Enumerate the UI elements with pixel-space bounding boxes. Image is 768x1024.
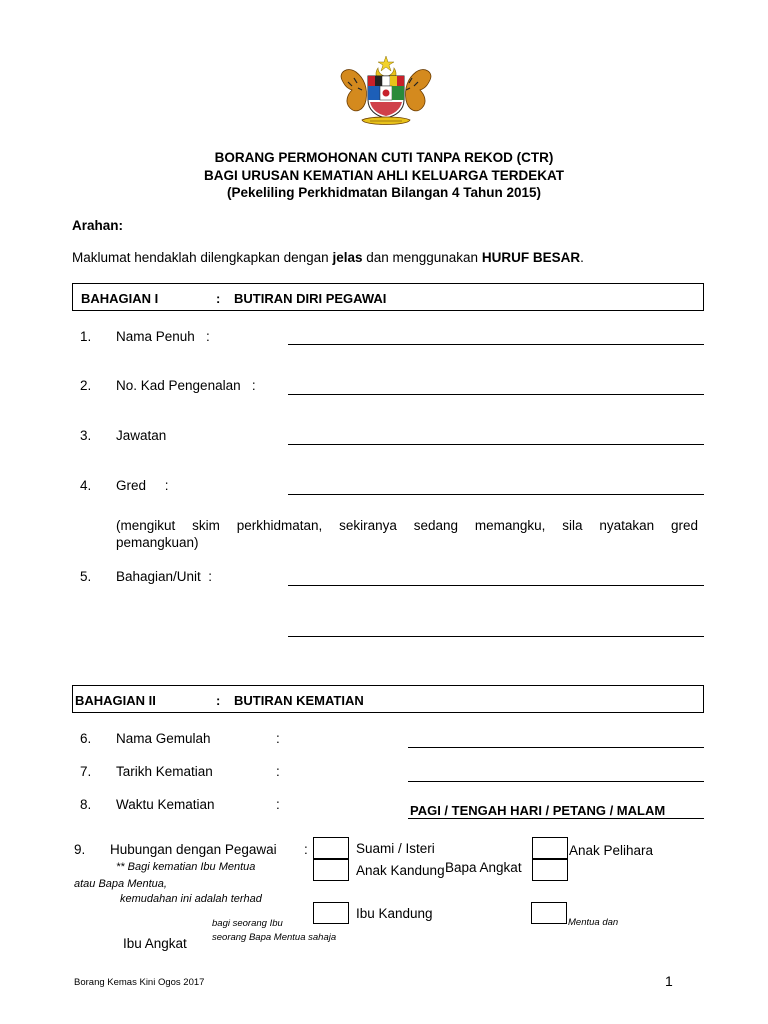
biological-mother-checkbox[interactable]	[313, 902, 349, 924]
malaysia-coat-of-arms-logo	[334, 54, 438, 130]
full-name-field[interactable]	[288, 344, 704, 345]
section-2-title: BUTIRAN KEMATIAN	[234, 693, 364, 708]
foster-child-option-label: Anak Pelihara	[569, 843, 654, 858]
instructions-heading: Arahan:	[72, 218, 124, 233]
field-6-number: 6.	[80, 731, 92, 746]
relationship-colon: :	[304, 842, 308, 857]
in-law-note-line-3: kemudahan ini adalah terhad	[120, 893, 262, 905]
section-2-header	[72, 685, 704, 713]
field-7-number: 7.	[80, 764, 92, 779]
spouse-option-label: Suami / Isteri	[356, 841, 435, 856]
grade-field[interactable]	[288, 494, 704, 495]
date-of-death-colon: :	[276, 764, 280, 779]
biological-child-option-label: Anak Kandung	[356, 863, 445, 878]
biological-mother-option-label: Ibu Kandung	[356, 906, 433, 921]
time-of-death-colon: :	[276, 797, 280, 812]
field-9-number: 9.	[74, 842, 86, 857]
grade-note-line-1: (mengikut skim perkhidmatan, sekiranya sedang memangku, sila nyatakan gred	[116, 518, 698, 533]
full-name-label: Nama Penuh :	[116, 329, 210, 344]
adoptive-mother-checkbox[interactable]	[531, 902, 567, 924]
section-2-label: BAHAGIAN II	[75, 693, 156, 708]
date-of-death-label: Tarikh Kematian	[116, 764, 213, 779]
section-2-colon: :	[216, 693, 221, 708]
ic-number-label: No. Kad Pengenalan :	[116, 378, 256, 393]
biological-child-checkbox[interactable]	[313, 859, 349, 881]
section-1-label: BAHAGIAN I	[81, 291, 159, 306]
grade-note-line-2: pemangkuan)	[116, 535, 199, 550]
in-law-note-line-1: ** Bagi kematian Ibu Mentua	[116, 861, 256, 873]
foster-child-checkbox[interactable]	[532, 837, 568, 859]
grade-label: Gred :	[116, 478, 169, 493]
page-number: 1	[665, 973, 673, 989]
form-title-line-1: BORANG PERMOHONAN CUTI TANPA REKOD (CTR)	[214, 150, 554, 165]
relationship-label: Hubungan dengan Pegawai	[110, 842, 277, 857]
section-1-title: BUTIRAN DIRI PEGAWAI	[234, 291, 387, 306]
field-8-number: 8.	[80, 797, 92, 812]
deceased-name-field[interactable]	[408, 747, 704, 748]
form-title-line-2: BAGI URUSAN KEMATIAN AHLI KELUARGA TERDEKAT	[204, 168, 564, 183]
position-field[interactable]	[288, 444, 704, 445]
section-1-colon: :	[216, 291, 221, 306]
form-title-line-3: (Pekeliling Perkhidmatan Bilangan 4 Tahun 2015)	[226, 185, 542, 200]
adoptive-father-option-label: Bapa Angkat	[445, 860, 522, 875]
date-of-death-field[interactable]	[408, 781, 704, 782]
adoptive-father-checkbox[interactable]	[532, 859, 568, 881]
field-5-number: 5.	[80, 569, 92, 584]
division-unit-field[interactable]	[288, 585, 704, 586]
division-unit-label: Bahagian/Unit :	[116, 569, 213, 584]
deceased-name-colon: :	[276, 731, 280, 746]
time-of-death-label: Waktu Kematian	[116, 797, 215, 812]
instructions-text: Maklumat hendaklah dilengkapkan dengan jelas dan menggunakan HURUF BESAR.	[72, 250, 584, 265]
spouse-checkbox[interactable]	[313, 837, 349, 859]
in-law-note-line-6: Mentua dan	[568, 917, 619, 928]
in-law-note-line-4: bagi seorang Ibu	[212, 918, 283, 929]
adoptive-mother-option-label: Ibu Angkat	[123, 936, 187, 951]
in-law-note-line-2: atau Bapa Mentua,	[74, 878, 167, 890]
field-1-number: 1.	[80, 329, 92, 344]
division-unit-field-line-2[interactable]	[288, 636, 704, 637]
position-label: Jawatan	[116, 428, 167, 443]
ic-number-field[interactable]	[288, 394, 704, 395]
footer-text: Borang Kemas Kini Ogos 2017	[74, 977, 205, 988]
in-law-note-line-5: seorang Bapa Mentua sahaja	[212, 932, 337, 943]
section-1-header	[72, 283, 704, 311]
time-of-death-options[interactable]: PAGI / TENGAH HARI / PETANG / MALAM	[410, 803, 666, 818]
field-3-number: 3.	[80, 428, 92, 443]
field-4-number: 4.	[80, 478, 92, 493]
field-2-number: 2.	[80, 378, 92, 393]
time-of-death-underline	[408, 818, 704, 819]
deceased-name-label: Nama Gemulah	[116, 731, 211, 746]
